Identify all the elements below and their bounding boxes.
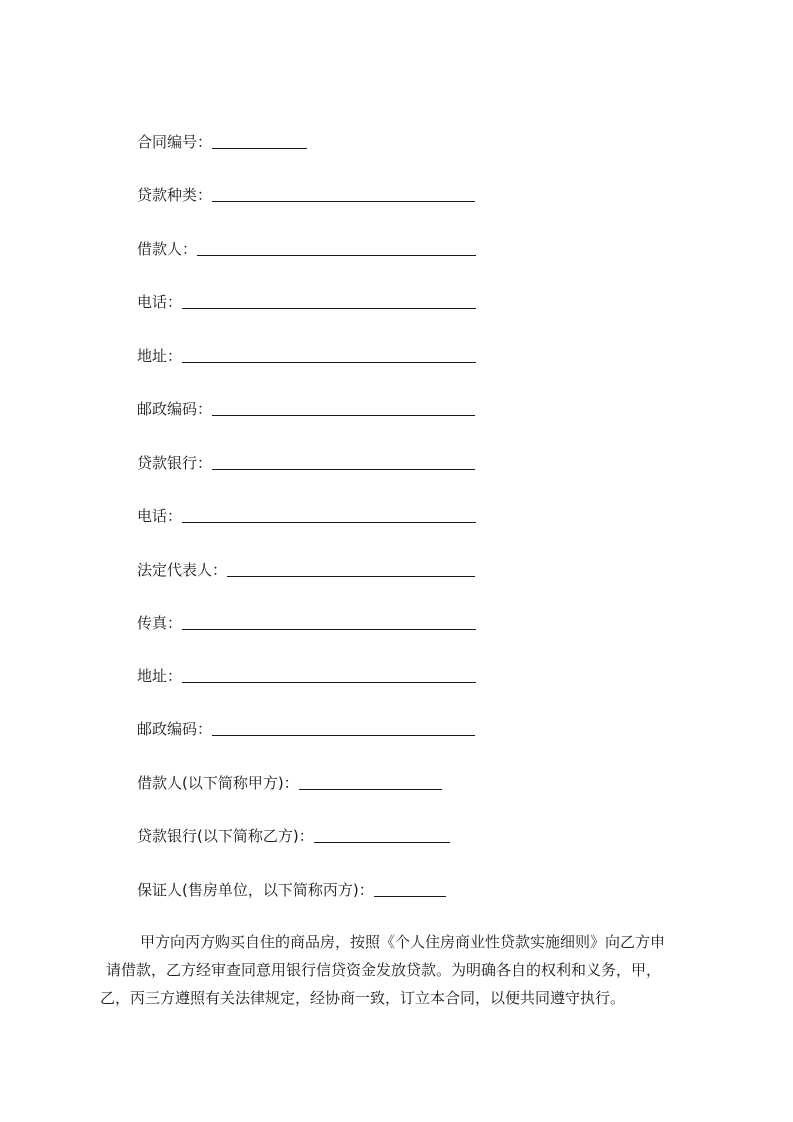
borrower-phone-field[interactable]: [137, 288, 476, 312]
lending-bank-blank[interactable]: [212, 469, 475, 470]
borrower-address-field[interactable]: [137, 342, 476, 366]
party-c-label: 保证人(售房单位，以下简称丙方)：: [137, 881, 374, 899]
party-c-field[interactable]: [137, 876, 446, 900]
bank-address-label: 地址：: [137, 667, 183, 685]
bank-phone-blank[interactable]: [182, 522, 476, 523]
party-b-field[interactable]: [137, 822, 450, 846]
bank-phone-label: 电话：: [137, 507, 183, 525]
borrower-blank[interactable]: [197, 255, 476, 256]
bank-address-field[interactable]: [137, 662, 476, 686]
borrower-postcode-field[interactable]: [137, 395, 475, 419]
contract-preamble: [100, 928, 700, 1012]
bank-postcode-label: 邮政编码：: [137, 720, 213, 738]
party-c-blank[interactable]: [374, 896, 446, 897]
contract-number-field[interactable]: [137, 128, 307, 152]
borrower-address-blank[interactable]: [182, 362, 476, 363]
bank-phone-field[interactable]: [137, 502, 476, 526]
preamble-line-2: 请借款，乙方经审查同意用银行信贷资金发放贷款。为明确各自的权利和义务，甲，: [106, 961, 662, 979]
bank-postcode-field[interactable]: [137, 715, 475, 739]
legal-rep-blank[interactable]: [227, 576, 475, 577]
bank-address-blank[interactable]: [182, 682, 476, 683]
bank-postcode-blank[interactable]: [212, 735, 475, 736]
contract-number-blank[interactable]: [212, 148, 307, 149]
loan-type-blank[interactable]: [212, 201, 475, 202]
party-b-blank[interactable]: [314, 842, 450, 843]
party-a-field[interactable]: [137, 769, 442, 793]
preamble-line-3: 乙，丙三方遵照有关法律规定，经协商一致，订立本合同，以便共同遵守执行。: [100, 989, 626, 1007]
fax-field[interactable]: [137, 609, 476, 633]
fax-label: 传真：: [137, 614, 183, 632]
borrower-phone-blank[interactable]: [182, 308, 476, 309]
borrower-field[interactable]: [137, 235, 476, 259]
loan-type-field[interactable]: [137, 181, 475, 205]
party-a-label: 借款人(以下简称甲方)：: [137, 774, 299, 792]
lending-bank-label: 贷款银行：: [137, 454, 213, 472]
borrower-address-label: 地址：: [137, 347, 183, 365]
fax-blank[interactable]: [182, 629, 476, 630]
contract-number-label: 合同编号：: [137, 133, 213, 151]
preamble-line-1: 甲方向丙方购买自住的商品房，按照《个人住房商业性贷款实施细则》向乙方申: [140, 933, 666, 951]
party-a-blank[interactable]: [299, 789, 442, 790]
legal-rep-field[interactable]: [137, 556, 475, 580]
lending-bank-field[interactable]: [137, 449, 475, 473]
borrower-postcode-blank[interactable]: [212, 415, 475, 416]
party-b-label: 贷款银行(以下简称乙方)：: [137, 827, 314, 845]
borrower-postcode-label: 邮政编码：: [137, 400, 213, 418]
borrower-label: 借款人：: [137, 240, 198, 258]
legal-rep-label: 法定代表人：: [137, 561, 228, 579]
loan-type-label: 贷款种类：: [137, 186, 213, 204]
borrower-phone-label: 电话：: [137, 293, 183, 311]
